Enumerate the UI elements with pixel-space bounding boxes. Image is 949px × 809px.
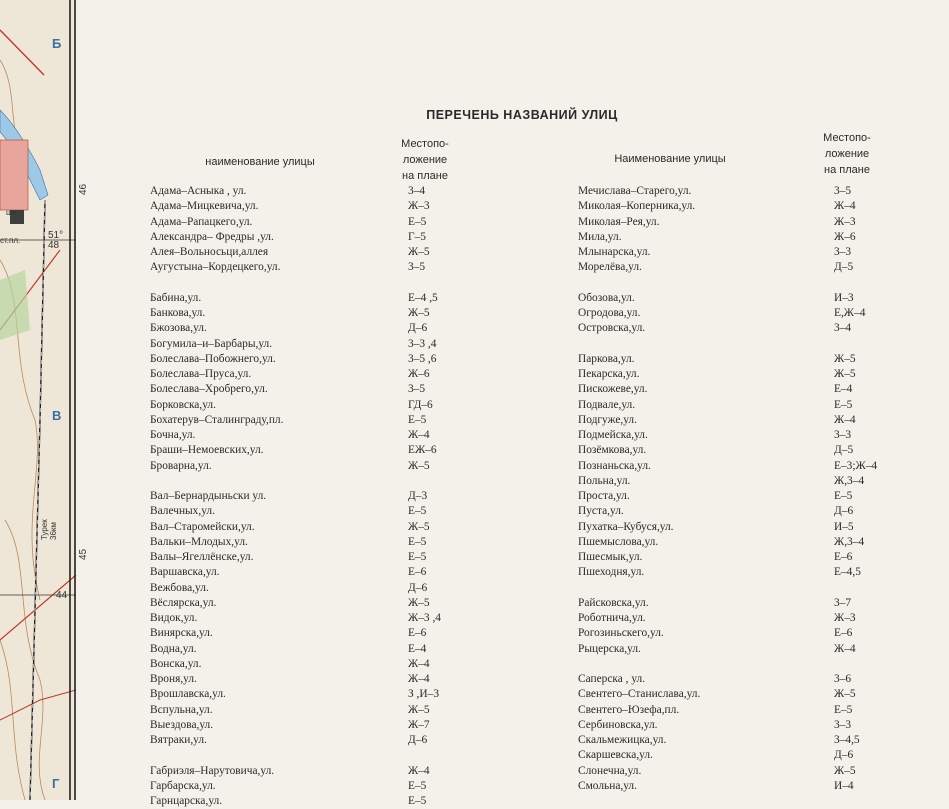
street-row <box>578 779 918 794</box>
street-location: 3–3 <box>834 718 852 731</box>
street-location: 3–3 <box>834 246 852 258</box>
street-name: Банкова,ул. <box>150 307 206 319</box>
street-name: Выездова,ул. <box>150 718 214 731</box>
map-grid-number: 46 <box>78 183 89 195</box>
street-name: Островска,ул. <box>578 322 646 335</box>
street-row <box>150 428 450 443</box>
street-row <box>578 291 918 306</box>
street-name: Бабина,ул. <box>150 291 202 304</box>
street-row <box>578 398 918 413</box>
street-location: Д–6 <box>408 322 428 335</box>
street-row <box>578 352 918 367</box>
street-location: Е–3;Ж–4 <box>834 459 878 472</box>
street-location: З ,И–3 <box>408 688 440 701</box>
street-row <box>578 718 918 733</box>
section-gap <box>578 276 918 291</box>
street-row <box>578 306 918 321</box>
street-location: Е–5 <box>408 779 427 792</box>
left-street-list <box>150 184 450 809</box>
street-location: 3–3 <box>834 429 852 441</box>
street-row <box>150 565 450 580</box>
street-name: Скальмежицка,ул. <box>578 734 667 746</box>
street-location: Е–4 ,5 <box>408 291 438 304</box>
street-row <box>578 611 918 626</box>
street-location: Д–6 <box>408 581 428 594</box>
street-row <box>150 504 450 519</box>
street-row <box>150 245 450 260</box>
street-location: Ж–3 <box>408 200 430 213</box>
street-name: Болеслава–Пруса,ул. <box>150 368 252 380</box>
street-location: 3–5 <box>408 383 426 396</box>
street-location: 3–4 <box>834 322 852 335</box>
map-grid-letter: Б <box>52 36 62 51</box>
street-row <box>578 413 918 428</box>
street-row <box>578 642 918 657</box>
street-row <box>150 352 450 367</box>
street-row <box>150 199 450 214</box>
street-row <box>578 596 918 611</box>
street-name: Вежбова,ул. <box>150 581 209 594</box>
map-grid-number: 51° <box>48 230 64 241</box>
street-location: Ж–3 ,4 <box>408 612 441 624</box>
street-name: Видок,ул. <box>150 612 198 624</box>
map-label-station: ст.пл. <box>0 236 21 245</box>
map-grid-number: 44 <box>56 590 68 601</box>
street-name: Свентего–Юзефа,пл. <box>578 703 680 716</box>
street-location: 3–5 <box>408 261 426 274</box>
street-row <box>150 703 450 718</box>
street-location: Ж–6 <box>834 230 856 243</box>
street-row <box>578 626 918 641</box>
street-row <box>578 382 918 397</box>
street-row <box>578 184 918 199</box>
street-row <box>150 626 450 641</box>
street-location: Г–5 <box>408 230 426 243</box>
street-name: Вспульна,ул. <box>150 703 213 716</box>
street-name: Подвале,ул. <box>578 398 636 411</box>
street-row <box>578 215 918 230</box>
right-location-header <box>807 130 887 178</box>
street-location: Е–5 <box>834 703 853 716</box>
street-name: Свентего–Станислава,ул. <box>578 688 701 701</box>
street-location: Е–5 <box>834 398 853 411</box>
street-name: Александра– Фредры ,ул. <box>150 230 274 243</box>
street-name: Позёмкова,ул. <box>578 444 647 457</box>
street-location: Е–5 <box>408 551 427 563</box>
street-name: Адама–Мицкевича,ул. <box>150 200 259 213</box>
street-row <box>150 687 450 702</box>
street-row <box>578 199 918 214</box>
street-location: Ж–5 <box>408 246 430 258</box>
street-name: Алея–Вольносьци,аллея <box>150 246 269 258</box>
street-location: Ж–4 <box>408 673 430 685</box>
street-location: Ж–7 <box>408 718 430 731</box>
street-row <box>578 459 918 474</box>
map-label-direction: Турек 36км <box>40 519 58 540</box>
street-location: Ж–3 <box>834 612 856 624</box>
street-row <box>578 672 918 687</box>
street-row <box>150 550 450 565</box>
street-location: Ж–4 <box>408 429 430 441</box>
street-row <box>150 764 450 779</box>
street-location: 3–3 ,4 <box>408 337 437 350</box>
street-location: Д–6 <box>408 734 428 746</box>
street-name: Роботнича,ул. <box>578 612 646 624</box>
street-location: Ж–5 <box>408 703 430 716</box>
street-name: Проста,ул. <box>578 490 630 502</box>
street-name: Аугустына–Кордецкего,ул. <box>150 261 281 274</box>
street-row <box>150 459 450 474</box>
street-name: Пшесмык,ул. <box>578 551 643 563</box>
street-row <box>578 367 918 382</box>
street-location: Е–5 <box>408 413 427 426</box>
street-location: И–3 <box>834 291 854 304</box>
street-location: Е–6 <box>834 627 853 640</box>
street-name: Болеслава–Побожнего,ул. <box>150 352 276 365</box>
street-name: Врошлавска,ул. <box>150 688 226 701</box>
street-location: ЕЖ–6 <box>408 444 437 457</box>
street-location: 3–4,5 <box>834 734 860 746</box>
street-name: Борковска,ул. <box>150 398 216 411</box>
street-location: Е–4,5 <box>834 566 861 579</box>
street-row <box>578 321 918 336</box>
street-name: Рогозиньскего,ул. <box>578 627 664 640</box>
street-location: Ж–4 <box>834 413 856 426</box>
street-row <box>578 230 918 245</box>
street-row <box>578 260 918 275</box>
section-gap <box>578 657 918 672</box>
street-row <box>150 230 450 245</box>
street-name: Бочна,ул. <box>150 429 196 441</box>
street-location: Ж–4 <box>408 657 430 670</box>
street-location: Ж–4 <box>834 642 856 655</box>
street-name: Бжозова,ул. <box>150 322 207 335</box>
street-location: Е–5 <box>408 795 427 807</box>
map-grid-letter: В <box>52 408 62 423</box>
street-name: Мечислава–Старего,ул. <box>578 185 692 197</box>
street-name: Миколая–Рея,ул. <box>578 215 660 228</box>
street-name: Морелёва,ул. <box>578 261 642 274</box>
street-name: Райсковска,ул. <box>578 596 649 609</box>
street-row <box>578 748 918 763</box>
street-location: Ж,3–4 <box>834 474 865 487</box>
street-location: Д–6 <box>834 749 854 762</box>
street-name: Варшавска,ул. <box>150 566 220 579</box>
street-name: Миколая–Коперника,ул. <box>578 200 696 213</box>
street-name: Вонска,ул. <box>150 657 202 670</box>
street-row <box>150 718 450 733</box>
street-location: Ж–5 <box>834 352 856 365</box>
street-name: Пшемыслова,ул. <box>578 535 659 548</box>
section-gap <box>150 474 450 489</box>
street-name: Пекарска,ул. <box>578 368 640 380</box>
street-location: 3–5 <box>834 185 852 197</box>
street-location: Д–5 <box>834 444 854 457</box>
street-name: Пуста,ул. <box>578 505 624 518</box>
street-row <box>578 535 918 550</box>
street-location: Ж–5 <box>408 459 430 472</box>
street-name: Огродова,ул. <box>578 307 641 319</box>
street-row <box>150 413 450 428</box>
street-name: Сербиновска,ул. <box>578 718 658 731</box>
street-name: Паркова,ул. <box>578 352 635 365</box>
street-name: Вал–Бернардыньски ул. <box>150 490 267 502</box>
street-name: Габриэля–Нарутовича,ул. <box>150 764 275 777</box>
street-row <box>150 596 450 611</box>
street-location: Е–6 <box>408 566 427 579</box>
street-name: Подмейска,ул. <box>578 429 648 441</box>
right-location-header-line: на плане <box>824 164 870 176</box>
street-name: Водна,ул. <box>150 642 197 655</box>
street-location: Е–4 <box>408 642 427 655</box>
street-name: Пухатка–Кубуся,ул. <box>578 520 674 533</box>
section-gap <box>578 581 918 596</box>
street-name: Пшеходня,ул. <box>578 566 645 579</box>
street-row <box>150 657 450 672</box>
street-row <box>150 520 450 535</box>
street-row <box>578 687 918 702</box>
street-row <box>578 474 918 489</box>
street-location: Д–5 <box>834 261 854 274</box>
street-row <box>150 794 450 809</box>
street-name: Валы–Ягеллёнске,ул. <box>150 551 254 563</box>
left-name-header <box>180 154 340 170</box>
street-name: Рыцерска,ул. <box>578 642 641 655</box>
left-location-header-line: Местопо- <box>401 138 449 150</box>
right-location-header-line: ложение <box>824 148 870 160</box>
street-name: Богумила–и–Барбары,ул. <box>150 337 273 350</box>
street-location: Ж–5 <box>408 520 430 533</box>
left-location-header-line: на плане <box>402 170 448 182</box>
street-row <box>150 535 450 550</box>
map-grid-number: 45 <box>78 548 89 560</box>
street-row <box>150 321 450 336</box>
street-location: Д–3 <box>408 490 428 502</box>
street-location: Е–4 <box>834 383 853 396</box>
street-location: Д–6 <box>834 505 854 518</box>
street-location: 3–7 <box>834 596 852 609</box>
street-row <box>150 306 450 321</box>
street-name: Вятраки,ул. <box>150 734 207 746</box>
map-grid-letter: Г <box>52 776 60 791</box>
street-row <box>578 504 918 519</box>
section-gap <box>150 748 450 763</box>
street-location: 3–4 <box>408 185 426 197</box>
street-name: Броварна,ул. <box>150 459 212 472</box>
street-name: Бохатерув–Сталинграду,пл. <box>150 413 284 426</box>
street-row <box>578 428 918 443</box>
street-name: Валечных,ул. <box>150 505 215 518</box>
street-name: Млынарска,ул. <box>578 246 651 258</box>
street-name: Смольна,ул. <box>578 779 637 792</box>
street-row <box>578 764 918 779</box>
street-row <box>150 291 450 306</box>
street-row <box>578 565 918 580</box>
street-row <box>150 215 450 230</box>
street-row <box>578 703 918 718</box>
street-row <box>150 382 450 397</box>
street-name: Адама–Рапацкего,ул. <box>150 215 253 228</box>
street-name: Винярска,ул. <box>150 627 213 640</box>
street-row <box>578 443 918 458</box>
left-name-header-text: наименование улицы <box>205 156 315 168</box>
street-row <box>578 733 918 748</box>
street-location: Е–6 <box>408 627 427 640</box>
street-name: Адама–Асныка , ул. <box>150 185 247 197</box>
street-location: Ж–6 <box>408 368 430 380</box>
street-row <box>150 642 450 657</box>
street-name: Познаньска,ул. <box>578 459 651 472</box>
street-location: Ж–4 <box>834 200 856 213</box>
street-location: Ж–5 <box>408 307 430 319</box>
street-row <box>150 184 450 199</box>
street-row <box>150 611 450 626</box>
street-row <box>578 550 918 565</box>
street-row <box>150 443 450 458</box>
street-name: Вроня,ул. <box>150 673 197 685</box>
street-row <box>150 672 450 687</box>
street-row <box>150 367 450 382</box>
street-row <box>150 489 450 504</box>
right-name-header <box>590 151 750 167</box>
right-name-header-text: Наименование улицы <box>614 153 726 165</box>
street-location: Е–5 <box>408 505 427 518</box>
street-location: 3–6 <box>834 673 852 685</box>
page-title: ПЕРЕЧЕНЬ НАЗВАНИЙ УЛИЦ <box>426 108 618 122</box>
street-name: Польна,ул. <box>578 474 631 487</box>
street-name: Слонечна,ул. <box>578 764 642 777</box>
street-location: Е,Ж–4 <box>834 307 866 319</box>
left-location-header-line: ложение <box>402 154 448 166</box>
street-name: Гарнцарска,ул. <box>150 795 223 807</box>
street-name: Подгуже,ул. <box>578 413 637 426</box>
street-row <box>150 733 450 748</box>
street-location: Е–5 <box>834 490 853 502</box>
street-row <box>150 337 450 352</box>
street-name: Болеслава–Хробрего,ул. <box>150 383 268 396</box>
street-row <box>150 398 450 413</box>
right-street-list <box>578 184 918 794</box>
street-row <box>578 520 918 535</box>
street-location: Ж–4 <box>408 764 430 777</box>
street-name: Вал–Старомейски,ул. <box>150 520 255 533</box>
street-name: Вальки–Млодых,ул. <box>150 535 248 548</box>
street-location: И–5 <box>834 520 854 533</box>
left-location-header <box>385 136 465 184</box>
street-location: Ж–3 <box>834 215 856 228</box>
street-name: Обозова,ул. <box>578 291 635 304</box>
street-location: Е–6 <box>834 551 853 563</box>
map-grid-number: 48 <box>48 240 60 251</box>
street-name: Браши–Немоевских,ул. <box>150 444 264 457</box>
street-name: Гарбарска,ул. <box>150 779 216 792</box>
street-row <box>150 581 450 596</box>
street-location: Ж–5 <box>834 688 856 701</box>
street-name: Саперска , ул. <box>578 673 646 685</box>
street-location: Ж–5 <box>834 764 856 777</box>
street-location: 3–5 ,6 <box>408 352 437 365</box>
street-location: Ж–5 <box>834 368 856 380</box>
street-name: Мила,ул. <box>578 230 622 243</box>
street-row <box>578 489 918 504</box>
section-gap <box>150 276 450 291</box>
street-location: И–4 <box>834 779 854 792</box>
street-row <box>150 779 450 794</box>
street-location: ГД–6 <box>408 398 433 411</box>
street-location: Е–5 <box>408 215 427 228</box>
section-gap <box>578 337 918 352</box>
street-location: Ж,3–4 <box>834 535 865 548</box>
right-location-header-line: Местопо- <box>823 132 871 144</box>
street-location: Ж–5 <box>408 596 430 609</box>
map-label-school: шк. <box>6 208 19 217</box>
street-row <box>578 245 918 260</box>
street-row <box>150 260 450 275</box>
street-name: Вёслярска,ул. <box>150 596 217 609</box>
street-name: Скаршевска,ул. <box>578 749 653 762</box>
street-location: Е–5 <box>408 535 427 548</box>
street-name: Пискожеве,ул. <box>578 383 648 396</box>
